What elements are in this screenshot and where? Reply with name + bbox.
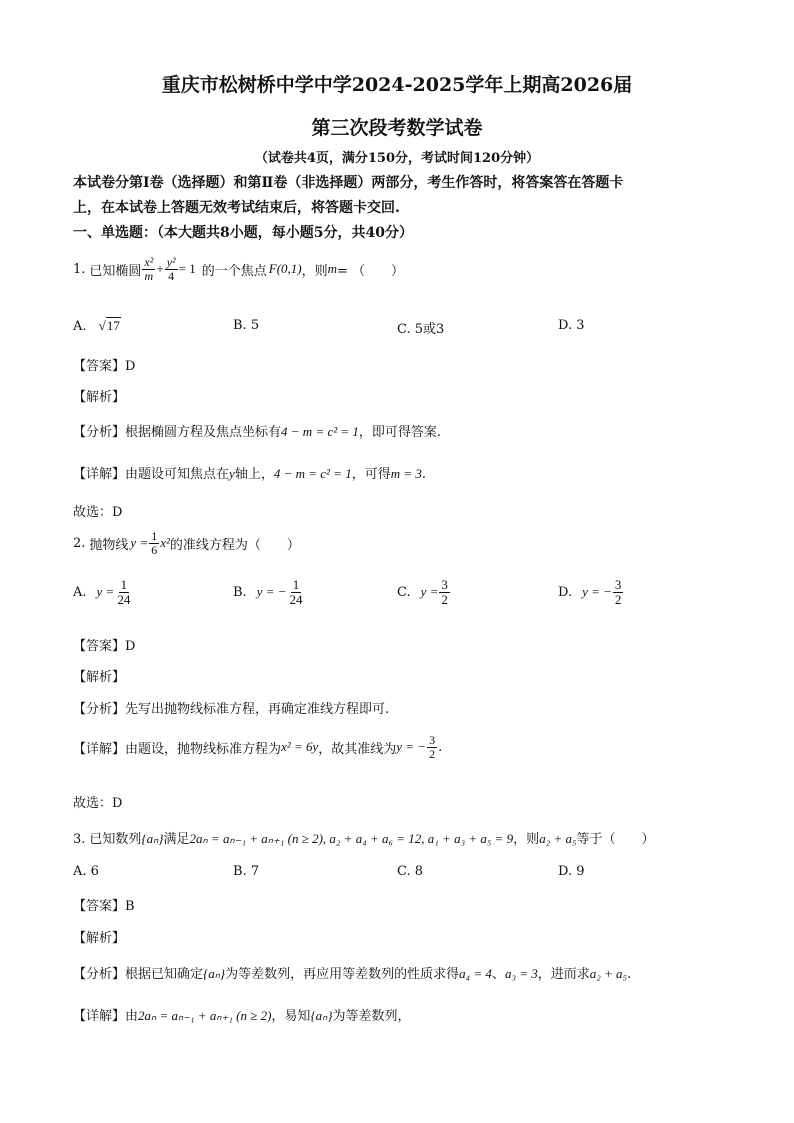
q2-fenxi: 【分析】先写出抛物线标准方程，再确定准线方程即可. (73, 702, 390, 717)
q2-frac: $\frac{1}{6}$ (151, 529, 158, 557)
q3-xiangjie: 【详解】由2aₙ = aₙ₋₁ + aₙ₊₁ (n ≥ 2)，易知{aₙ}为等差数列， (73, 1008, 411, 1024)
q2-option-c: C. y = $\frac{3}{2}$ (397, 577, 448, 607)
section-heading: 一、单选题：（本大题共8小题，每小题5分，共40分） (73, 225, 413, 241)
q1-answer: 【答案】D (73, 359, 136, 374)
q1-text-3: ，则 (301, 263, 328, 279)
sqrt-symbol: √17 (98, 318, 120, 333)
q1-text-2: 的一个焦点 (201, 263, 267, 279)
q1-text-1: 已知椭圆 (89, 263, 142, 279)
q3-analysis-tag: 【解析】 (73, 931, 126, 946)
q3-answer: 【答案】B (73, 899, 135, 914)
title-line-1: 重庆市松树桥中学中学2024-2025学年上期高2026届 (161, 74, 633, 96)
q1-var-m: m (327, 261, 338, 277)
question-1 (73, 256, 404, 282)
q1-equals: = 1 (178, 261, 196, 277)
q1-option-c: C. 5或3 (397, 322, 445, 337)
q2-answer: 【答案】D (73, 639, 136, 654)
q2-xiangjie: 【详解】 由题设，抛物线标准方程为 x² = 6y ，故其准线为 y = − $\frac{3}{2}$ . (73, 733, 443, 761)
instructions-line-1: 本试卷分第Ⅰ卷（选择题）和第Ⅱ卷（非选择题）两部分，考生作答时，将答案答在答题卡 (73, 175, 624, 191)
q1-xiangjie: 【详解】由题设可知焦点在y轴上，4 − m = c² = 1，可得m = 3. (73, 466, 427, 482)
q1-frac-y: $\frac{\text{y²}}{4}$ (166, 255, 176, 283)
q2-option-d: D. y = − $\frac{3}{2}$ (558, 577, 622, 607)
q2-number: 2. (73, 535, 86, 551)
exam-info: （试卷共4页，满分150分，考试时间120分钟） (254, 151, 540, 166)
question-3: 3. 已知数列{aₙ}满足2aₙ = aₙ₋₁ + aₙ₊₁ (n ≥ 2), a₂ + a₄ + a₆ = 12, a₁ + a₃ + a₅ = 9，则a₂ + a₅等于（ ） (73, 831, 655, 847)
q1-choose: 故选：D (73, 505, 123, 520)
q1-option-b: B. 5 (233, 318, 260, 333)
q3-option-c: C. 8 (397, 864, 424, 879)
q1-analysis-tag: 【解析】 (73, 390, 126, 405)
q2-choose: 故选：D (73, 796, 123, 811)
q1-fenxi: 【分析】根据椭圆方程及焦点坐标有4 − m = c² = 1，即可得答案. (73, 424, 442, 440)
q1-focus: F(0,1) (268, 261, 302, 277)
q1-option-d: D. 3 (558, 318, 585, 333)
q3-option-b: B. 7 (233, 864, 260, 879)
q2-analysis-tag: 【解析】 (73, 670, 126, 685)
instructions-line-2: 上，在本试卷上答题无效考试结束后，将答题卡交回. (73, 200, 400, 216)
q2-option-a: A. y = $\frac{1}{24}$ (73, 577, 131, 607)
q1-option-a: A. √17 (73, 318, 120, 334)
q1-text-4: = （ ） (337, 263, 405, 279)
q3-option-a: A. 6 (73, 864, 99, 879)
q3-option-d: D. 9 (558, 864, 585, 879)
title-line-2: 第三次段考数学试卷 (311, 117, 483, 139)
q2-option-b: B. y = − $\frac{1}{24}$ (233, 577, 303, 607)
q1-number: 1. (73, 261, 86, 277)
q1-plus: + (156, 261, 164, 277)
q3-fenxi: 【分析】根据已知确定{aₙ}为等差数列，再应用等差数列的性质求得a₄ = 4、a₃ = 3，进而求a₂ + a₅. (73, 966, 632, 982)
q1-frac-x: $\frac{\text{x²}}{m}$ (144, 255, 154, 283)
question-2: 2. 抛物线 y = $\frac{1}{6}$ x² 的准线方程为（ ） (73, 529, 300, 557)
